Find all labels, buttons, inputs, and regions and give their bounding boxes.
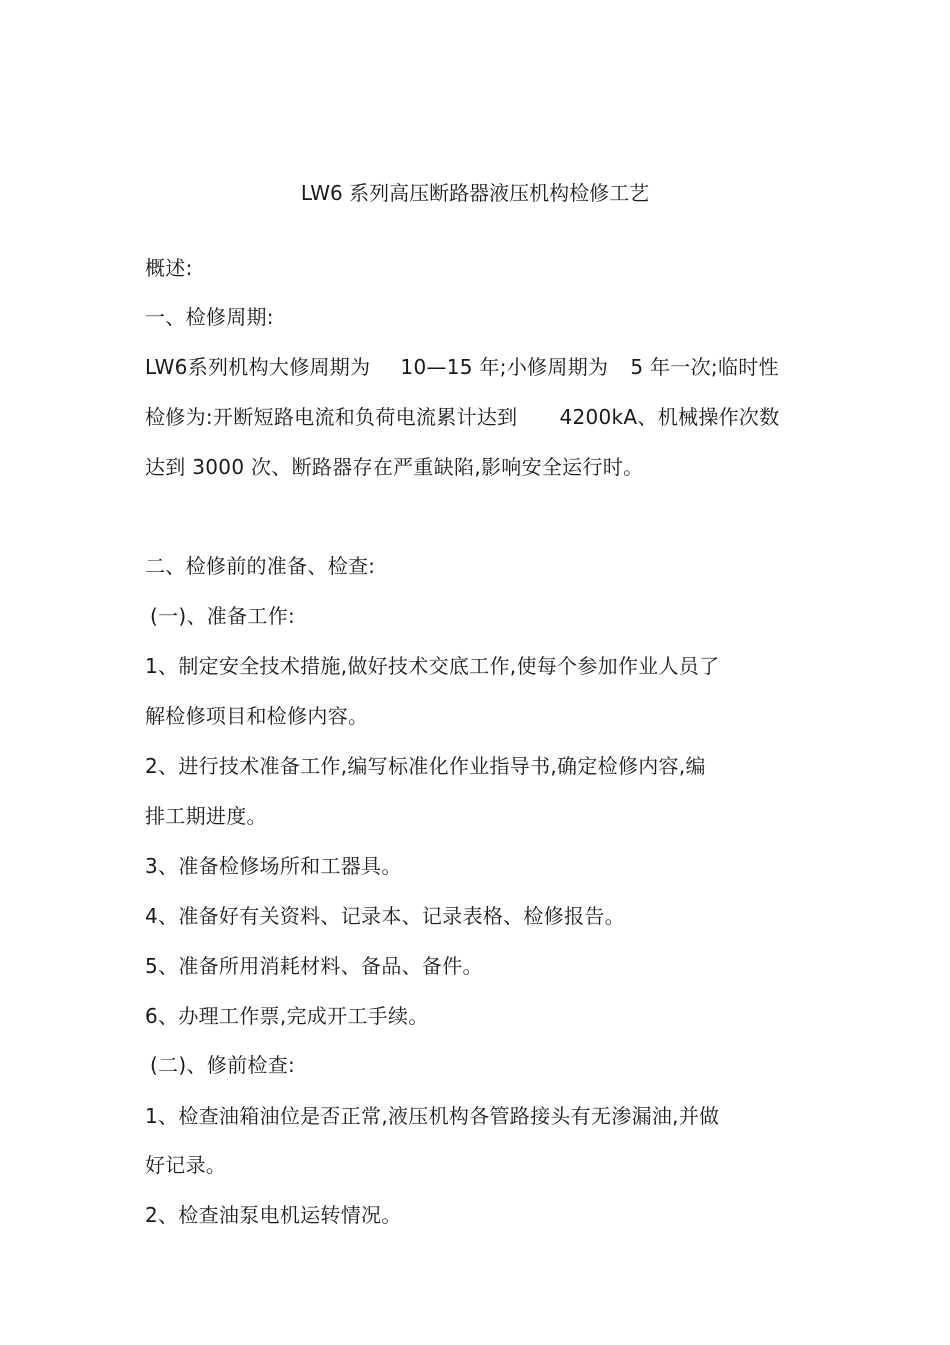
section2-heading: 二、检修前的准备、检查:: [145, 554, 376, 578]
section1-paragraph-line3: 达到 3000 次、断路器存在严重缺陷,影响安全运行时。: [145, 455, 644, 479]
list-item: 5、准备所用消耗材料、备品、备件。: [145, 954, 483, 978]
list-item: 2、检查油泵电机运转情况。: [145, 1203, 402, 1227]
list-item: 3、准备检修场所和工器具。: [145, 854, 402, 878]
list-item: 4、准备好有关资料、记录本、记录表格、检修报告。: [145, 904, 625, 928]
text-segment: 5 年一次;临时性: [630, 355, 779, 379]
list-item: 1、检查油箱油位是否正常,液压机构各管路接头有无渗漏油,并做: [145, 1104, 720, 1128]
list-item: 2、进行技术准备工作,编写标准化作业指导书,确定检修内容,编: [145, 754, 706, 778]
section2-subheading-check: (二)、修前检查:: [150, 1053, 296, 1077]
section2-subheading-prep: (一)、准备工作:: [150, 604, 296, 628]
section1-paragraph-line1: [145, 354, 779, 380]
list-item-continuation: 排工期进度。: [145, 804, 267, 828]
overview-label: 概述:: [145, 256, 193, 280]
text-segment: 检修为:开断短路电流和负荷电流累计达到: [145, 405, 518, 429]
list-item: 6、办理工作票,完成开工手续。: [145, 1004, 429, 1028]
text-segment: LW6系列机构大修周期为: [145, 355, 371, 379]
text-segment: 10—15 年;小修周期为: [400, 355, 609, 379]
list-item: 1、制定安全技术措施,做好技术交底工作,使每个参加作业人员了: [145, 654, 720, 678]
document-title: LW6 系列高压断路器液压机构检修工艺: [300, 181, 650, 205]
list-item-continuation: 解检修项目和检修内容。: [145, 704, 369, 728]
list-item-continuation: 好记录。: [145, 1153, 227, 1177]
text-segment: 4200kA、机械操作次数: [559, 405, 780, 429]
section1-paragraph-line2: [145, 404, 780, 430]
section1-heading: 一、检修周期:: [145, 305, 274, 329]
